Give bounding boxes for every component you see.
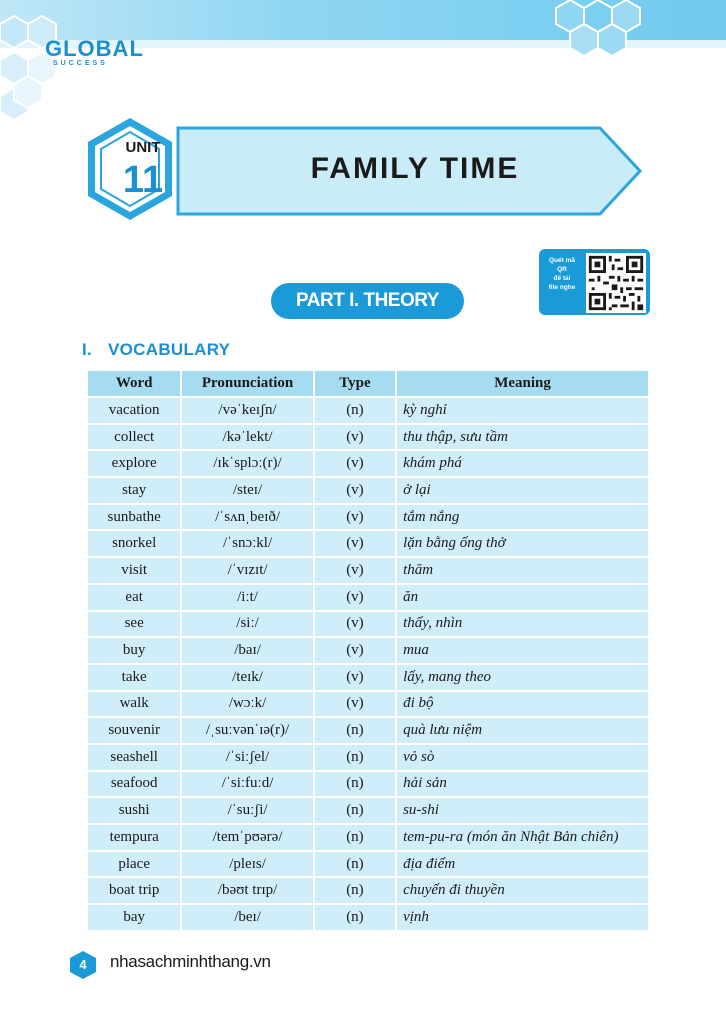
table-header-row — [87, 370, 649, 397]
section-heading — [82, 340, 230, 360]
cell-word: take — [87, 664, 181, 691]
qr-caption-line: file nghe — [548, 284, 576, 291]
table-row — [87, 450, 649, 477]
cell-meaning: ăn — [396, 584, 649, 611]
cell-word: sushi — [87, 797, 181, 824]
cell-word: snorkel — [87, 530, 181, 557]
cell-word: explore — [87, 450, 181, 477]
cell-meaning: lặn bằng ống thở — [396, 530, 649, 557]
logo-sub-text: SUCCESS — [53, 60, 108, 67]
cell-type: (n) — [314, 797, 396, 824]
cell-pronunciation: /bəʊt trɪp/ — [181, 877, 313, 904]
table-row — [87, 584, 649, 611]
cell-pronunciation: /pleɪs/ — [181, 851, 313, 878]
column-header-word: Word — [87, 370, 181, 397]
table-row — [87, 877, 649, 904]
cell-pronunciation: /wɔːk/ — [181, 691, 313, 718]
website-link[interactable]: nhasachminhthang.vn — [110, 952, 271, 971]
cell-meaning: chuyến đi thuyền — [396, 877, 649, 904]
cell-type: (n) — [314, 904, 396, 931]
cell-word: vacation — [87, 397, 181, 424]
cell-word: souvenir — [87, 717, 181, 744]
column-header-type: Type — [314, 370, 396, 397]
cell-meaning: đi bộ — [396, 691, 649, 718]
cell-pronunciation: /ˈvɪzɪt/ — [181, 557, 313, 584]
cell-type: (v) — [314, 504, 396, 531]
cell-meaning: vịnh — [396, 904, 649, 931]
cell-type: (n) — [314, 397, 396, 424]
table-row — [87, 797, 649, 824]
column-header-pronunciation: Pronunciation — [181, 370, 313, 397]
cell-pronunciation: /vəˈkeɪʃn/ — [181, 397, 313, 424]
cell-word: seafood — [87, 771, 181, 798]
logo-main-text: GLOBAL — [45, 36, 144, 61]
cell-word: tempura — [87, 824, 181, 851]
cell-meaning: ở lại — [396, 477, 649, 504]
cell-word: walk — [87, 691, 181, 718]
cell-type: (n) — [314, 744, 396, 771]
table-row — [87, 851, 649, 878]
vocabulary-table — [86, 369, 650, 932]
cell-pronunciation: /steɪ/ — [181, 477, 313, 504]
cell-pronunciation: /teɪk/ — [181, 664, 313, 691]
table-row — [87, 691, 649, 718]
cell-type: (v) — [314, 450, 396, 477]
cell-meaning: hải sản — [396, 771, 649, 798]
cell-pronunciation: /beɪ/ — [181, 904, 313, 931]
cell-word: see — [87, 611, 181, 638]
cell-meaning: khám phá — [396, 450, 649, 477]
cell-meaning: thăm — [396, 557, 649, 584]
cell-pronunciation: /kəˈlekt/ — [181, 424, 313, 451]
table-row — [87, 717, 649, 744]
part-heading: PART I. THEORY — [296, 290, 439, 311]
qr-caption-line: QR — [557, 266, 567, 273]
cell-type: (v) — [314, 637, 396, 664]
table-row — [87, 744, 649, 771]
cell-pronunciation: /ˌsuːvənˈɪə(r)/ — [181, 717, 313, 744]
cell-type: (v) — [314, 611, 396, 638]
table-row — [87, 824, 649, 851]
hexagon-pattern-right — [556, 0, 640, 56]
section-number: I. — [82, 340, 93, 359]
cell-meaning: kỳ nghỉ — [396, 397, 649, 424]
cell-pronunciation: /ˈsiːʃel/ — [181, 744, 313, 771]
cell-word: eat — [87, 584, 181, 611]
cell-word: collect — [87, 424, 181, 451]
cell-meaning: tem-pu-ra (món ăn Nhật Bản chiên) — [396, 824, 649, 851]
cell-word: seashell — [87, 744, 181, 771]
cell-type: (n) — [314, 771, 396, 798]
cell-pronunciation: /ˈsnɔːkl/ — [181, 530, 313, 557]
column-header-meaning: Meaning — [396, 370, 649, 397]
cell-meaning: tắm nắng — [396, 504, 649, 531]
cell-pronunciation: /siː/ — [181, 611, 313, 638]
table-row — [87, 611, 649, 638]
cell-pronunciation: /ˈsuːʃi/ — [181, 797, 313, 824]
cell-type: (n) — [314, 717, 396, 744]
cell-meaning: lấy, mang theo — [396, 664, 649, 691]
table-row — [87, 530, 649, 557]
cell-pronunciation: /ˈsʌnˌbeɪð/ — [181, 504, 313, 531]
table-row — [87, 477, 649, 504]
qr-caption-line: để tải — [553, 275, 571, 282]
cell-type: (v) — [314, 477, 396, 504]
unit-number: 11 — [122, 159, 164, 201]
table-body — [87, 397, 649, 931]
unit-label: UNIT — [125, 139, 161, 156]
cell-type: (v) — [314, 424, 396, 451]
cell-word: stay — [87, 477, 181, 504]
cell-word: bay — [87, 904, 181, 931]
table-row — [87, 637, 649, 664]
cell-meaning: địa điểm — [396, 851, 649, 878]
table-row — [87, 504, 649, 531]
page-number: 4 — [79, 957, 87, 972]
unit-title: FAMILY TIME — [310, 152, 520, 185]
cell-word: visit — [87, 557, 181, 584]
cell-pronunciation: /ˈsiːfuːd/ — [181, 771, 313, 798]
cell-type: (n) — [314, 877, 396, 904]
table-row — [87, 424, 649, 451]
cell-type: (v) — [314, 584, 396, 611]
cell-meaning: vỏ sò — [396, 744, 649, 771]
cell-type: (v) — [314, 557, 396, 584]
cell-meaning: thấy, nhìn — [396, 611, 649, 638]
cell-pronunciation: /temˈpʊərə/ — [181, 824, 313, 851]
cell-meaning: su-shi — [396, 797, 649, 824]
cell-pronunciation: /baɪ/ — [181, 637, 313, 664]
table-row — [87, 664, 649, 691]
cell-word: place — [87, 851, 181, 878]
global-success-logo — [45, 38, 144, 68]
table-row — [87, 397, 649, 424]
cell-meaning: mua — [396, 637, 649, 664]
cell-meaning: thu thập, sưu tầm — [396, 424, 649, 451]
cell-word: boat trip — [87, 877, 181, 904]
table-row — [87, 771, 649, 798]
cell-pronunciation: /iːt/ — [181, 584, 313, 611]
cell-word: buy — [87, 637, 181, 664]
cell-pronunciation: /ɪkˈsplɔː(r)/ — [181, 450, 313, 477]
cell-type: (v) — [314, 691, 396, 718]
cell-word: sunbathe — [87, 504, 181, 531]
cell-type: (n) — [314, 824, 396, 851]
qr-caption-line: Quét mã — [548, 257, 575, 264]
cell-type: (v) — [314, 530, 396, 557]
table-row — [87, 557, 649, 584]
table-row — [87, 904, 649, 931]
qr-caption — [541, 256, 583, 292]
section-title: VOCABULARY — [108, 340, 231, 359]
cell-type: (n) — [314, 851, 396, 878]
qr-code-icon[interactable] — [586, 253, 646, 313]
cell-meaning: quà lưu niệm — [396, 717, 649, 744]
cell-type: (v) — [314, 664, 396, 691]
